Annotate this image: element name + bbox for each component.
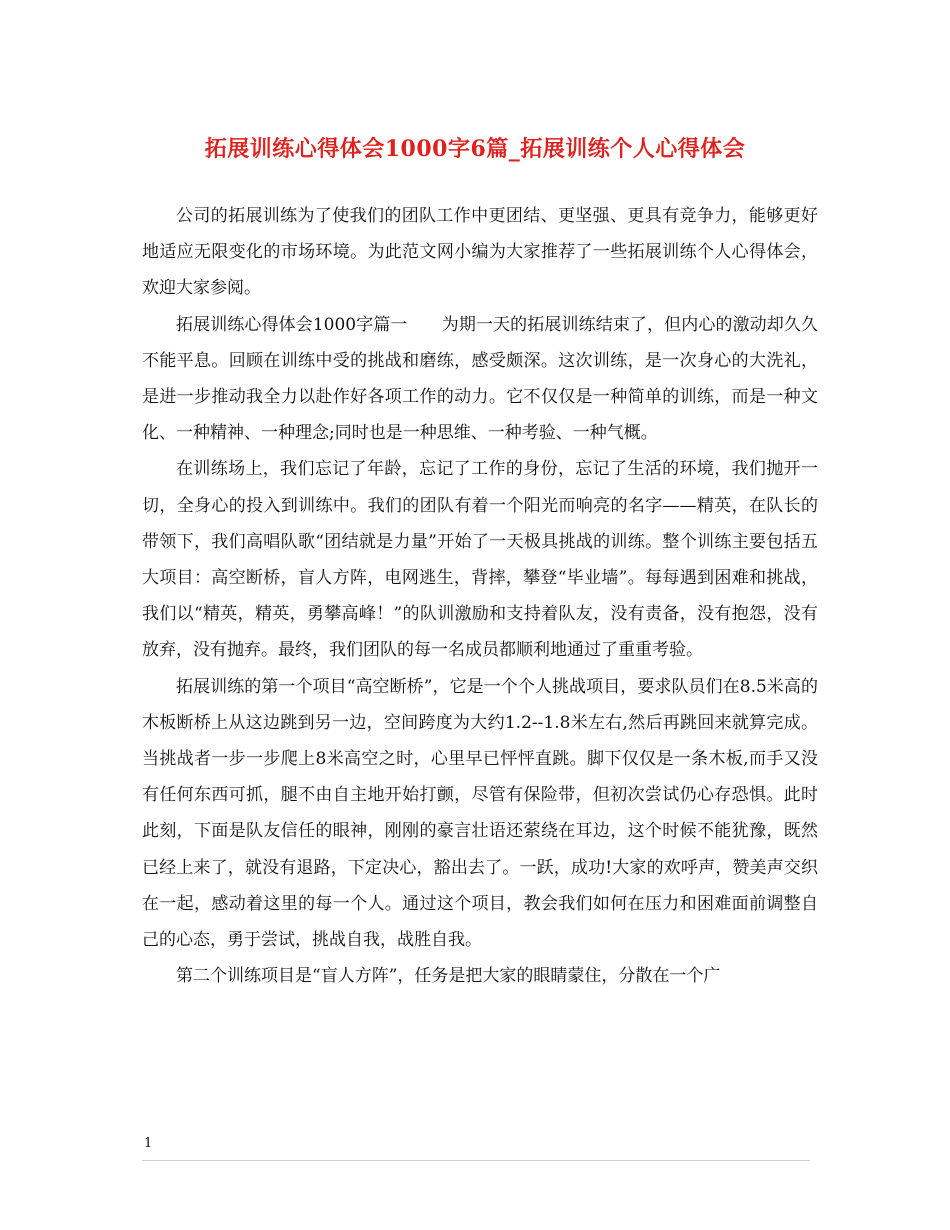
paragraph-blind-square: 第二个训练项目是“盲人方阵”，任务是把大家的眼睛蒙住，分散在一个广 <box>176 966 721 987</box>
document-title: 拓展训练心得体会1000字6篇_拓展训练个人心得体会 <box>204 136 746 162</box>
document-body <box>142 198 818 994</box>
page-number: 1 <box>144 1136 153 1151</box>
footer-divider <box>142 1160 810 1161</box>
paragraph-high-bridge: 拓展训练的第一个项目“高空断桥”，它是一个个人挑战项目，要求队员们在8.5米高的木板断桥上从这边跳到另一边，空间跨度为大约1.2--1.8米左右,然后再跳回来就算完成。当挑战者一步一步爬上8米高空之时，心里早已怦怦直跳。脚下仅仅是一条木板,而手又没有任何东西可抓，腿不由自主地开始打颤，尽管有保险带，但初次尝试仍心存恐惧。此时此刻，下面是队友信任的眼神，刚刚的豪言壮语还萦绕在耳边，这个时候不能犹豫，既然已经上来了，就没有退路，下定决心，豁出去了。一跃，成功!大家的欢呼声，赞美声交织在一起，感动着这里的每一个人。通过这个项目，教会我们如何在压力和困难面前调整自己的心态，勇于尝试，挑战自我，战胜自我。 <box>142 676 818 951</box>
paragraph-training-field: 在训练场上，我们忘记了年龄，忘记了工作的身份，忘记了生活的环境，我们抛开一切，全身心的投入到训练中。我们的团队有着一个阳光而响亮的名字——精英，在队长的带领下，我们高唱队歌“团结就是力量”开始了一天极具挑战的训练。整个训练主要包括五大项目：高空断桥，盲人方阵，电网逃生，背摔，攀登“毕业墙”。每每遇到困难和挑战，我们以“精英，精英，勇攀高峰！”的队训激励和支持着队友，没有责备，没有抱怨，没有放弃，没有抛弃。最终，我们团队的每一名成员都顺利地通过了重重考验。 <box>142 459 818 661</box>
paragraph-intro: 公司的拓展训练为了使我们的团队工作中更团结、更坚强、更具有竞争力，能够更好地适应无限变化的市场环境。为此范文网小编为大家推荐了一些拓展训练个人心得体会，欢迎大家参阅。 <box>142 206 818 299</box>
paragraph-part-one: 拓展训练心得体会1000字篇一 为期一天的拓展训练结束了，但内心的激动却久久不能平息。回顾在训练中受的挑战和磨练，感受颇深。这次训练，是一次身心的大洗礼，是进一步推动我全力以赴作好各项工作的动力。它不仅仅是一种简单的训练，而是一种文化、一种精神、一种理念;同时也是一种思维、一种考验、一种气概。 <box>142 314 818 444</box>
